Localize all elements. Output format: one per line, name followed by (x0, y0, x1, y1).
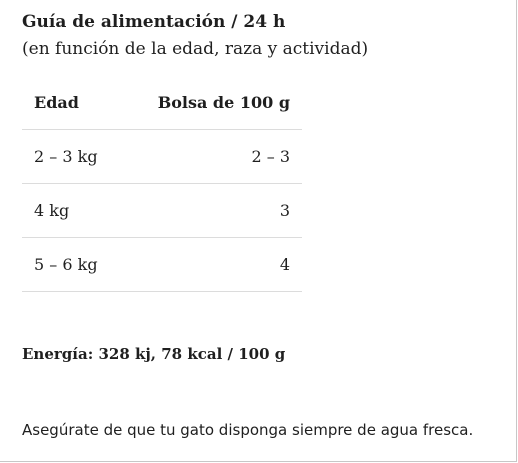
table-cell-age: 2 – 3 kg (22, 130, 123, 184)
feeding-guide-title: Guía de alimentación / 24 h (22, 12, 286, 32)
table-row (22, 184, 302, 238)
table-row (22, 238, 302, 292)
water-note: Asegúrate de que tu gato disponga siempre de agua fresca. (22, 421, 474, 439)
table-cell-bags: 4 (123, 238, 302, 292)
energy-info: Energía: 328 kj, 78 kcal / 100 g (22, 345, 286, 363)
table-cell-age: 5 – 6 kg (22, 238, 123, 292)
table-cell-bags: 3 (123, 184, 302, 238)
column-header-bags: Bolsa de 100 g (123, 76, 302, 130)
table-header-row (22, 76, 302, 130)
feeding-guide-subtitle: (en función de la edad, raza y actividad) (22, 39, 369, 59)
feeding-table (22, 76, 302, 292)
table-cell-age: 4 kg (22, 184, 123, 238)
table-cell-bags: 2 – 3 (123, 130, 302, 184)
table-row (22, 130, 302, 184)
column-header-age: Edad (22, 76, 123, 130)
